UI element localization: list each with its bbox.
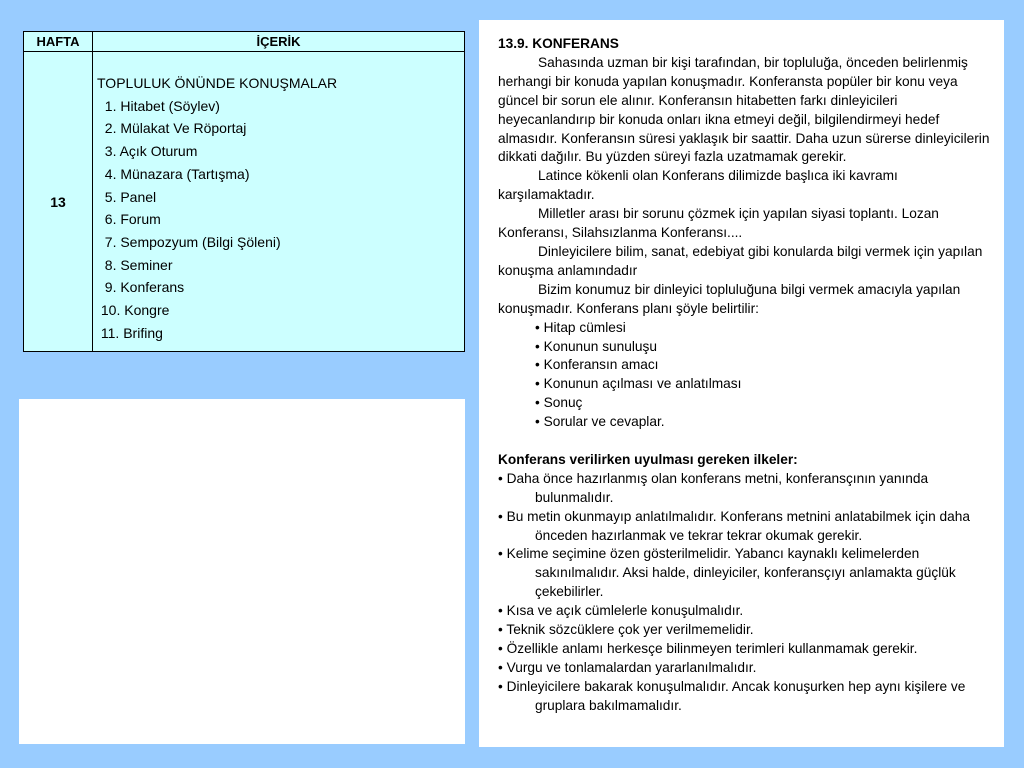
list-item: 9. Konferans [97,279,185,296]
table-header-row [24,32,465,52]
content-cell [93,52,465,352]
plan-item: • Konunun sunuluşu [535,338,657,354]
paragraph: Dinleyicilere bilim, sanat, edebiyat gibi konularda bilgi vermek için yapılan konuşma anlamındadır [498,243,983,278]
rule-text: Teknik sözcüklere çok yer verilmemelidir. [506,622,754,638]
table-row [24,52,465,352]
plan-item: • Konunun açılması ve anlatılması [535,376,742,392]
bullet: • [498,678,507,694]
list-item: 10. Kongre [97,302,170,319]
rule-text: Vurgu ve tonlamalardan yararlanılmalıdır. [506,659,757,675]
rule-item [498,470,992,508]
header-week: HAFTA [24,32,93,52]
content-title: TOPLULUK ÖNÜNDE KONUŞMALAR [97,75,338,91]
rule-text: Kısa ve açık cümlelerle konuşulmalıdır. [506,603,744,619]
bullet: • [498,603,507,619]
bullet: • [498,640,507,656]
bullet: • [498,622,507,638]
list-item: 7. Sempozyum (Bilgi Şöleni) [97,233,281,250]
rule-text: Özellikle anlamı herkesçe bilinmeyen terimleri kullanmamak gerekir. [506,640,918,656]
paragraph: Sahasında uzman bir kişi tarafından, bir topluluğa, önceden belirlenmiş herhangi bir konuda yapılan konuşmadır. Konferansta popüler bir konu veya güncel bir sorun ele alınır. Konferansın hitabetten farkı dinleyicileri heyecanlandırıp bir konuda onları ikna etmeyi değil, bilgilendirmeyi hedef almasıdır. Konferansın süresi yaklaşık bir saattir. Daha uzun sürerse dinleyicilerin dikkati dağılır. Bu yüzden süreyi fazla uzatmamak gerekir. [498,54,990,165]
list-item: 4. Münazara (Tartışma) [97,165,250,182]
bullet: • [498,470,507,486]
rule-text: Daha önce hazırlanmış olan konferans metni, konferansçının yanında bulunmalıdır. [506,470,929,505]
list-item: 5. Panel [97,188,157,205]
bullet: • [498,508,507,524]
list-item: 8. Seminer [97,256,173,273]
text-panel [479,20,1004,747]
list-item: 6. Forum [97,211,161,228]
plan-item: • Sorular ve cevaplar. [535,414,665,430]
rule-text: Dinleyicilere bakarak konuşulmalıdır. Ancak konuşurken hep aynı kişilere ve gruplara bakılmamalıdır. [506,678,966,713]
rule-item [498,545,992,602]
list-item: 1. Hitabet (Söylev) [97,97,220,114]
list-item: 3. Açık Oturum [97,143,198,160]
rule-item [498,640,992,659]
section-title: 13.9. KONFERANS [498,36,619,51]
bullet: • [498,546,507,562]
paragraph: Latince kökenli olan Konferans dilimizde başlıca iki kavramı karşılamaktadır. [498,168,898,203]
plan-item: • Hitap cümlesi [535,319,626,335]
list-item: 2. Mülakat Ve Röportaj [97,120,247,137]
rule-item [498,678,992,716]
rule-item [498,621,992,640]
plan-item: • Konferansın amacı [535,357,659,373]
rule-text: Kelime seçimine özen gösterilmelidir. Yabancı kaynaklı kelimelerden sakınılmalıdır. Aksi halde, dinleyiciler, konferansçıyı anlamakta güçlük çekebilirler. [506,546,956,600]
paragraph: Milletler arası bir sorunu çözmek için yapılan siyasi toplantı. Lozan Konferansı, Silahsızlanma Konferansı.... [498,206,939,241]
rule-text: Bu metin okunmayıp anlatılmalıdır. Konferans metnini anlatabilmek için daha önceden hazırlanmak ve tekrar tekrar okumak gerekir. [506,508,970,543]
bullet: • [498,659,507,675]
rules-heading: Konferans verilirken uyulması gereken ilkeler: [498,451,798,467]
rule-item [498,659,992,678]
week-content-table [23,31,465,352]
rule-item [498,602,992,621]
blank-panel [19,399,465,744]
spacer [498,432,992,451]
paragraph: Bizim konumuz bir dinleyici topluluğuna bilgi vermek amacıyla yapılan konuşmadır. Konferans planı şöyle belirtilir: [498,281,961,316]
header-content: İÇERİK [93,32,465,52]
rule-item [498,508,992,546]
week-number: 13 [24,52,93,352]
plan-item: • Sonuç [535,395,583,411]
list-item: 11. Brifing [97,324,163,341]
